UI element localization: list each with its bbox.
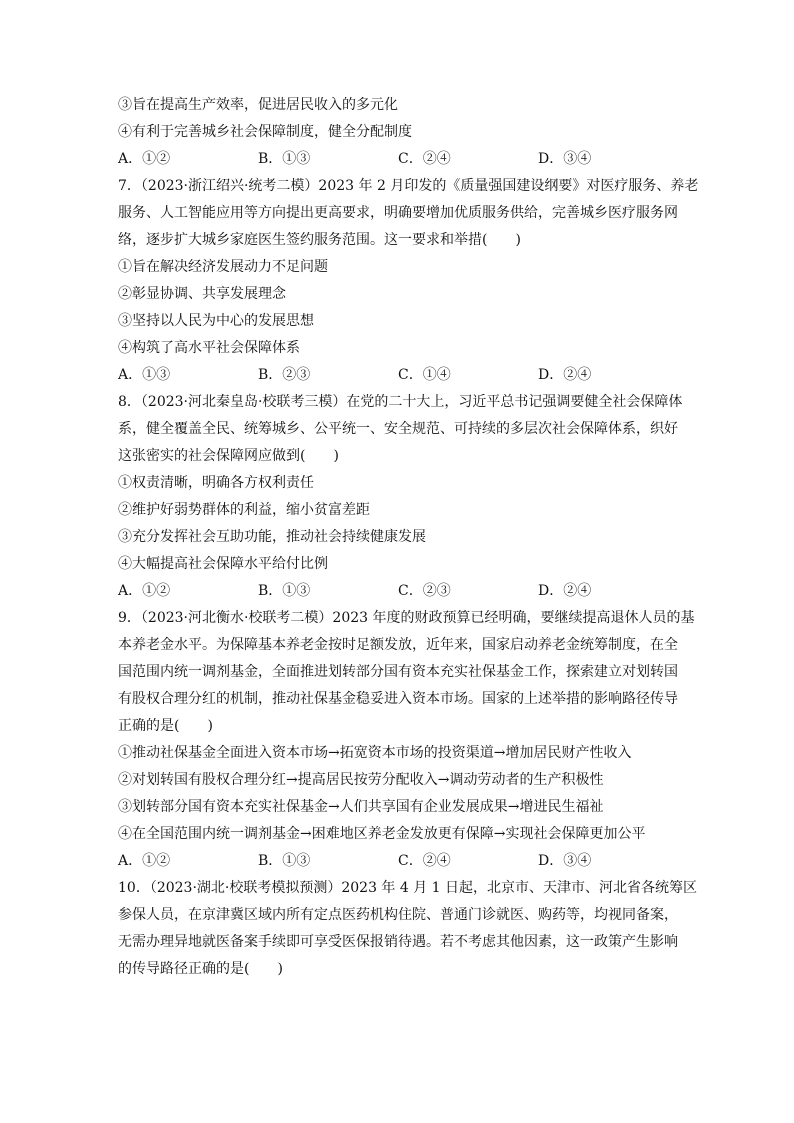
question-stem-line: 7．（2023·浙江绍兴·统考二模）2023 年 2 月印发的《质量强国建设纲要》对医疗服务、养老 bbox=[118, 178, 699, 194]
statement-1: ①权责清晰，明确各方权利责任 bbox=[118, 475, 314, 491]
question-8 bbox=[118, 389, 683, 605]
answer-options bbox=[118, 848, 680, 875]
question-10 bbox=[118, 875, 698, 983]
statement-3: ③旨在提高生产效率，促进居民收入的多元化 bbox=[118, 97, 398, 113]
statement-4: ④大幅提高社会保障水平给付比例 bbox=[118, 556, 328, 572]
question-stem-line: 有股权合理分红的机制，推动社保基金稳妥进入资本市场。国家的上述举措的影响路径传导 bbox=[118, 691, 678, 707]
option-c: C．②④ bbox=[398, 853, 451, 869]
statement-2: ②维护好弱势群体的利益，缩小贫富差距 bbox=[118, 502, 370, 518]
option-b: B．①③ bbox=[258, 583, 311, 599]
question-stem-line: 的传导路径正确的是( ) bbox=[118, 961, 283, 977]
option-b: B．①③ bbox=[258, 151, 311, 167]
option-a: A．①③ bbox=[118, 367, 171, 383]
question-stem-line: 9．（2023·河北衡水·校联考二模）2023 年度的财政预算已经明确，要继续提高退休人员的基 bbox=[118, 610, 695, 626]
statement-2: ②对划转国有股权合理分红→提高居民按劳分配收入→调动劳动者的生产积极性 bbox=[118, 772, 604, 788]
option-a: A．①② bbox=[118, 853, 171, 869]
statement-1: ①旨在解决经济发展动力不足问题 bbox=[118, 259, 328, 275]
option-d: D．③④ bbox=[538, 151, 592, 167]
statement-4: ④在全国范围内统一调剂基金→困难地区养老金发放更有保障→实现社会保障更加公平 bbox=[118, 826, 646, 842]
statement-2: ②彰显协调、共享发展理念 bbox=[118, 286, 286, 302]
option-a: A．①② bbox=[118, 583, 171, 599]
option-a: A．①② bbox=[118, 151, 171, 167]
answer-options bbox=[118, 146, 680, 173]
option-d: D．②④ bbox=[538, 583, 592, 599]
option-c: C．①④ bbox=[398, 367, 451, 383]
exam-page bbox=[118, 92, 699, 983]
statement-4: ④有利于完善城乡社会保障制度，健全分配制度 bbox=[118, 124, 412, 140]
question-7 bbox=[118, 173, 699, 389]
option-c: C．②③ bbox=[398, 583, 451, 599]
statement-1: ①推动社保基金全面进入资本市场→拓宽资本市场的投资渠道→增加居民财产性收入 bbox=[118, 745, 632, 761]
answer-options bbox=[118, 362, 680, 389]
question-stem-line: 8．（2023·河北秦皇岛·校联考三模）在党的二十大上，习近平总书记强调要健全社会保障体 bbox=[118, 394, 683, 410]
question-stem-line: 本养老金水平。为保障基本养老金按时足额发放，近年来，国家启动养老金统筹制度，在全 bbox=[118, 637, 678, 653]
option-c: C．②④ bbox=[398, 151, 451, 167]
question-stem-line: 无需办理异地就医备案手续即可享受医保报销待遇。若不考虑其他因素，这一政策产生影响 bbox=[118, 934, 678, 950]
option-b: B．①③ bbox=[258, 853, 311, 869]
statement-3: ③划转部分国有资本充实社保基金→人们共享国有企业发展成果→增进民生福祉 bbox=[118, 799, 604, 815]
question-stem-line: 系，健全覆盖全民、统筹城乡、公平统一、安全规范、可持续的多层次社会保障体系，织好 bbox=[118, 421, 678, 437]
question-stem-line: 10．（2023·湖北·校联考模拟预测）2023 年 4 月 1 日起，北京市、天津市、河北省各统筹区 bbox=[118, 880, 698, 896]
question-9 bbox=[118, 605, 695, 875]
option-b: B．②③ bbox=[258, 367, 311, 383]
option-d: D．②④ bbox=[538, 367, 592, 383]
question-stem-line: 络，逐步扩大城乡家庭医生签约服务范围。这一要求和举措( ) bbox=[118, 232, 521, 248]
statement-3: ③坚持以人民为中心的发展思想 bbox=[118, 313, 314, 329]
statement-3: ③充分发挥社会互助功能，推动社会持续健康发展 bbox=[118, 529, 426, 545]
question-stem-line: 国范围内统一调剂基金，全面推进划转部分国有资本充实社保基金工作，探索建立对划转国 bbox=[118, 664, 678, 680]
option-d: D．③④ bbox=[538, 853, 592, 869]
question-stem-line: 这张密实的社会保障网应做到( ) bbox=[118, 448, 339, 464]
question-stem-line: 参保人员，在京津冀区域内所有定点医药机构住院、普通门诊就医、购药等，均视同备案， bbox=[118, 907, 678, 923]
statement-4: ④构筑了高水平社会保障体系 bbox=[118, 340, 300, 356]
question-stem-line: 正确的是( ) bbox=[118, 718, 213, 734]
answer-options bbox=[118, 578, 680, 605]
question-stem-line: 服务、人工智能应用等方向提出更高要求，明确要增加优质服务供给，完善城乡医疗服务网 bbox=[118, 205, 678, 221]
